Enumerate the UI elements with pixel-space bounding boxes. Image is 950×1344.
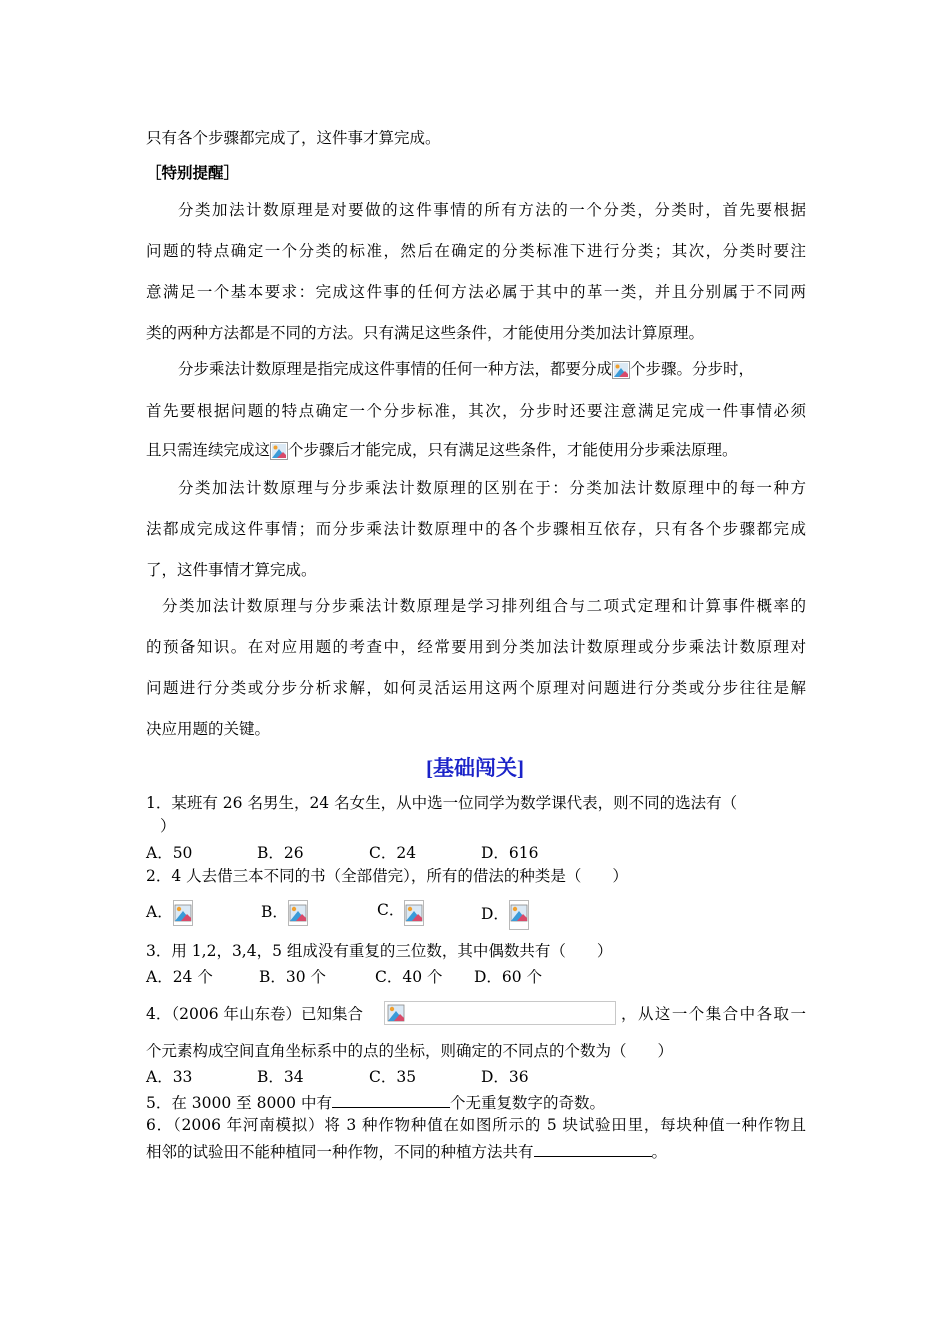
question-3-stem: 3．用 1,2，3,4，5 组成没有重复的三位数，其中偶数共有（ ） [146,942,613,960]
question-2-option-b [261,900,308,926]
question-2-stem: 2．4 人去借三本不同的书（全部借完），所有的借法的种类是（ ） [146,867,628,885]
paragraph-text: 且只需连续完成这 [146,441,271,459]
paragraph-text: 个步骤。分步时， [630,360,755,378]
paragraph-line: 法都成完成这件事情；而分步乘法计数原理中的各个步骤相互依存，只有各个步骤都完成 [146,520,806,538]
question-4-option-d: D．36 [481,1068,529,1086]
paragraph-line: 的预备知识。在对应用题的考查中，经常要用到分类加法计数原理或分步乘法计数原理对 [146,638,806,656]
paragraph-line: 首先要根据问题的特点确定一个分步标准，其次，分步时还要注意满足完成一件事情必须 [146,402,806,420]
question-4-option-b: B．34 [257,1068,304,1086]
question-1-option-b: B．26 [257,844,304,862]
paragraph-line [178,359,806,379]
question-4-stem-continue: ，从这一个集合中各取一 [621,1005,806,1023]
question-6-stem: 6．（2006 年河南模拟）将 3 种作物种值在如图所示的 5 块试验田里，每块种值一种作物且 [146,1116,806,1134]
formula-image-icon [387,1004,405,1022]
answer-blank[interactable] [534,1140,652,1157]
paragraph-text: 个步骤后才能完成，只有满足这些条件，才能使用分步乘法原理。 [288,441,738,459]
question-text: 个无重复数字的奇数。 [449,1094,605,1112]
question-1-option-c: C．24 [369,844,417,862]
question-4-stem-start: 4．（2006 年山东卷）已知集合 [146,1005,363,1023]
paragraph-line: 分类加法计数原理与分步乘法计数原理是学习排列组合与二项式定理和计算事件概率的 [162,597,806,615]
formula-image-icon [173,900,193,926]
option-label: B． [261,903,288,921]
section-heading: [基础闯关] [426,756,524,780]
paragraph-line: 意满足一个基本要求：完成这件事的任何方法必属于其中的革一类，并且分别属于不同两 [146,283,806,301]
question-text: 。 [651,1143,668,1161]
option-label: D． [481,905,509,923]
paragraph-line [146,440,806,460]
paragraph-line: 问题的特点确定一个分类的标准，然后在确定的分类标准下进行分类；其次，分类时要注 [146,242,806,260]
paragraph-line: 分类加法计数原理是对要做的这件事情的所有方法的一个分类，分类时，首先要根据 [178,201,806,219]
question-2-option-c [377,900,424,926]
paragraph-line: 决应用题的关键。 [146,720,271,738]
question-6-stem-end [146,1140,806,1162]
question-3-option-c: C．40 个 [375,968,443,986]
answer-blank[interactable] [332,1091,450,1108]
intro-line: 只有各个步骤都完成了，这件事才算完成。 [146,129,441,147]
question-1-option-a: A．50 [146,844,193,862]
question-3-option-b: B．30 个 [259,968,327,986]
question-3-option-a: A．24 个 [146,968,213,986]
formula-image-icon [270,442,288,460]
question-text: 相邻的试验田不能种植同一种作物，不同的种植方法共有 [146,1143,534,1161]
question-2-option-d [481,900,529,930]
question-1-stem-end: ） [160,817,176,835]
paragraph-line: 了，这件事情才算完成。 [146,561,317,579]
question-1-option-d: D．616 [481,844,539,862]
reminder-title: ［特别提醒］ [146,163,240,182]
question-5-stem [146,1091,806,1113]
formula-image-icon [509,900,529,930]
question-4-option-c: C．35 [369,1068,417,1086]
question-1-stem: 1．某班有 26 名男生，24 名女生，从中选一位同学为数学课代表，则不同的选法有（ [146,794,738,812]
question-4-option-a: A．33 [146,1068,193,1086]
paragraph-line: 类的两种方法都是不同的方法。只有满足这些条件，才能使用分类加法计算原理。 [146,324,705,342]
question-4-stem-end: 个元素构成空间直角坐标系中的点的坐标，则确定的不同点的个数为（ ） [146,1042,674,1060]
set-formula-image [384,1001,616,1025]
option-label: A． [146,903,173,921]
option-label: C． [377,901,405,919]
question-2-option-a [146,900,193,926]
question-text: 5．在 3000 至 8000 中有 [146,1094,332,1112]
paragraph-text: 分步乘法计数原理是指完成这件事情的任何一种方法，都要分成 [178,360,613,378]
question-3-option-d: D．60 个 [474,968,543,986]
paragraph-line: 分类加法计数原理与分步乘法计数原理的区别在于：分类加法计数原理中的每一种方 [178,479,806,497]
formula-image-icon [612,361,630,379]
paragraph-line: 问题进行分类或分步分析求解，如何灵活运用这两个原理对问题进行分类或分步往往是解 [146,679,806,697]
formula-image-icon [404,900,424,926]
formula-image-icon [288,900,308,926]
